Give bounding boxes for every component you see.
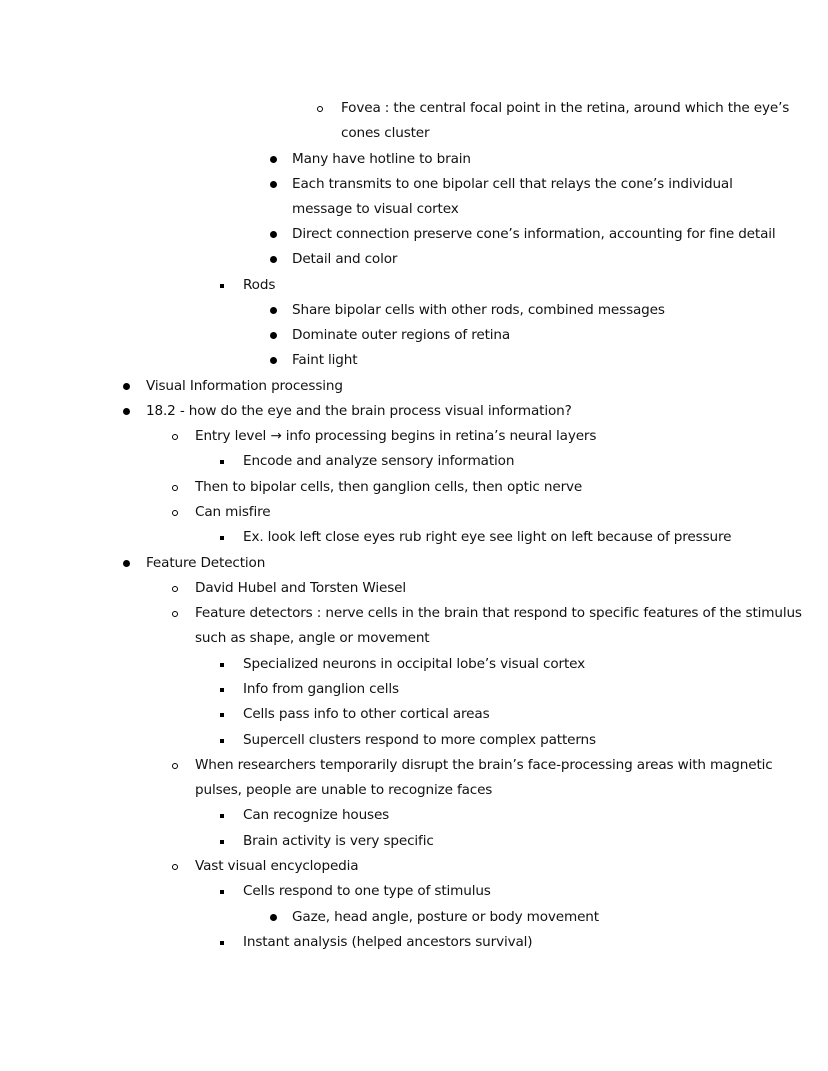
list-item-text: cones cluster: [341, 125, 430, 141]
disc-bullet-icon: [270, 231, 277, 238]
disc-bullet-icon: [270, 181, 277, 188]
circle-bullet-icon: [172, 510, 178, 516]
square-bullet-icon: [220, 890, 224, 894]
disc-bullet-icon: [270, 156, 277, 163]
list-item-text: Then to bipolar cells, then ganglion cells, then optic nerve: [195, 479, 583, 495]
square-bullet-icon: [220, 814, 224, 818]
square-bullet-icon: [220, 739, 224, 743]
list-item-text: Cells respond to one type of stimulus: [243, 883, 491, 899]
list-item-text: pulses, people are unable to recognize faces: [195, 782, 493, 798]
list-item-text: When researchers temporarily disrupt the brain’s face-processing areas with magnetic: [195, 757, 773, 773]
disc-bullet-icon: [270, 307, 277, 314]
circle-bullet-icon: [172, 763, 178, 769]
list-item-text: Detail and color: [292, 251, 398, 267]
square-bullet-icon: [220, 663, 224, 667]
list-item-text: Share bipolar cells with other rods, combined messages: [292, 302, 665, 318]
list-item-text: Supercell clusters respond to more complex patterns: [243, 732, 596, 748]
list-item-text: Each transmits to one bipolar cell that relays the cone’s individual: [292, 176, 733, 192]
list-item-text: Dominate outer regions of retina: [292, 327, 511, 343]
list-item-text: Cells pass info to other cortical areas: [243, 706, 490, 722]
list-item-text: Specialized neurons in occipital lobe’s visual cortex: [243, 656, 586, 672]
circle-bullet-icon: [317, 106, 323, 112]
list-item-text: Feature Detection: [146, 555, 266, 571]
list-item-text: Can recognize houses: [243, 807, 390, 823]
list-item-text: Feature detectors : nerve cells in the brain that respond to specific features of the stimulus: [195, 605, 802, 621]
list-item-text: message to visual cortex: [292, 201, 459, 217]
list-item-text: Direct connection preserve cone’s information, accounting for fine detail: [292, 226, 776, 242]
list-item-text: Can misfire: [195, 504, 271, 520]
list-item-text: 18.2 - how do the eye and the brain process visual information?: [146, 403, 572, 419]
list-item-text: Rods: [243, 277, 276, 293]
list-item-text: Info from ganglion cells: [243, 681, 399, 697]
circle-bullet-icon: [172, 611, 178, 617]
circle-bullet-icon: [172, 485, 178, 491]
list-item-text: Instant analysis (helped ancestors survival): [243, 934, 533, 950]
list-item-text: such as shape, angle or movement: [195, 630, 430, 646]
list-item-text: Encode and analyze sensory information: [243, 453, 515, 469]
list-item-text: Gaze, head angle, posture or body movement: [292, 909, 599, 925]
list-item-text: Faint light: [292, 352, 358, 368]
disc-bullet-icon: [270, 357, 277, 364]
list-item-text: Fovea : the central focal point in the retina, around which the eye’s: [341, 100, 790, 116]
square-bullet-icon: [220, 688, 224, 692]
disc-bullet-icon: [270, 256, 277, 263]
list-item-text: Many have hotline to brain: [292, 151, 471, 167]
disc-bullet-icon: [270, 914, 277, 921]
disc-bullet-icon: [123, 408, 130, 415]
circle-bullet-icon: [172, 434, 178, 440]
square-bullet-icon: [220, 536, 224, 540]
disc-bullet-icon: [123, 560, 130, 567]
list-item-text: Ex. look left close eyes rub right eye see light on left because of pressure: [243, 529, 732, 545]
square-bullet-icon: [220, 713, 224, 717]
square-bullet-icon: [220, 840, 224, 844]
disc-bullet-icon: [123, 383, 130, 390]
list-item-text: Brain activity is very specific: [243, 833, 434, 849]
square-bullet-icon: [220, 460, 224, 464]
list-item-text: Entry level → info processing begins in retina’s neural layers: [195, 428, 597, 444]
list-item-text: Vast visual encyclopedia: [195, 858, 359, 874]
list-item-text: Visual Information processing: [146, 378, 343, 394]
square-bullet-icon: [220, 284, 224, 288]
circle-bullet-icon: [172, 586, 178, 592]
disc-bullet-icon: [270, 332, 277, 339]
square-bullet-icon: [220, 941, 224, 945]
circle-bullet-icon: [172, 864, 178, 870]
list-item-text: David Hubel and Torsten Wiesel: [195, 580, 407, 596]
